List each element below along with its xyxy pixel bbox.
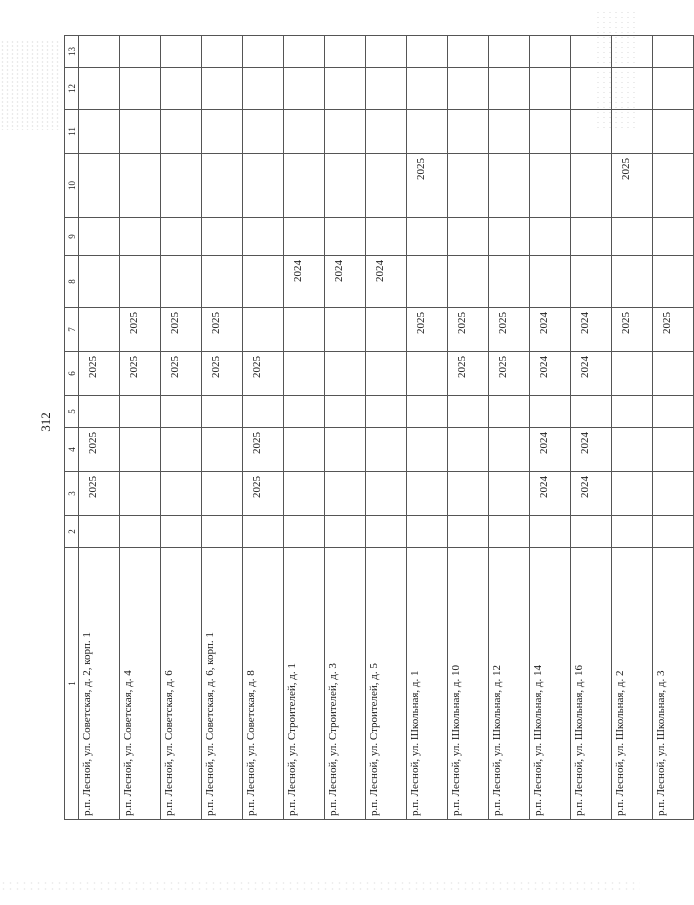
year-cell bbox=[284, 516, 325, 548]
table-row bbox=[612, 36, 653, 820]
table-row bbox=[530, 36, 571, 820]
address-cell: р.п. Лесной, ул. Школьная, д. 2 bbox=[612, 548, 653, 820]
column-header: 12 bbox=[65, 68, 79, 110]
year-cell bbox=[79, 516, 120, 548]
year-cell bbox=[530, 36, 571, 68]
year-cell bbox=[448, 516, 489, 548]
table-row bbox=[571, 36, 612, 820]
year-cell bbox=[202, 396, 243, 428]
year-cell bbox=[284, 308, 325, 352]
year-cell: 2025 bbox=[243, 472, 284, 516]
year-cell: 2025 bbox=[653, 308, 694, 352]
column-header: 9 bbox=[65, 218, 79, 256]
year-cell bbox=[653, 68, 694, 110]
year-cell bbox=[202, 154, 243, 218]
year-cell bbox=[612, 396, 653, 428]
year-cell bbox=[571, 154, 612, 218]
year-cell bbox=[325, 472, 366, 516]
year-cell bbox=[79, 396, 120, 428]
year-cell: 2025 bbox=[161, 308, 202, 352]
year-cell bbox=[243, 154, 284, 218]
year-cell bbox=[120, 68, 161, 110]
year-cell bbox=[612, 352, 653, 396]
year-cell bbox=[284, 396, 325, 428]
year-cell bbox=[243, 36, 284, 68]
year-cell bbox=[325, 396, 366, 428]
year-cell: 2025 bbox=[407, 154, 448, 218]
year-cell bbox=[653, 110, 694, 154]
year-cell bbox=[120, 428, 161, 472]
year-cell bbox=[366, 154, 407, 218]
year-cell bbox=[325, 36, 366, 68]
year-cell bbox=[79, 110, 120, 154]
year-cell bbox=[489, 218, 530, 256]
year-cell bbox=[448, 256, 489, 308]
year-cell bbox=[407, 472, 448, 516]
page-number: 312 bbox=[38, 412, 53, 432]
year-cell: 2025 bbox=[489, 308, 530, 352]
year-cell bbox=[284, 428, 325, 472]
year-cell bbox=[202, 472, 243, 516]
year-cell bbox=[530, 218, 571, 256]
year-cell bbox=[284, 472, 325, 516]
year-cell bbox=[366, 428, 407, 472]
year-cell bbox=[79, 68, 120, 110]
year-cell bbox=[120, 396, 161, 428]
year-cell bbox=[120, 36, 161, 68]
column-header: 6 bbox=[65, 352, 79, 396]
year-cell bbox=[161, 154, 202, 218]
year-cell bbox=[653, 256, 694, 308]
year-cell bbox=[530, 396, 571, 428]
year-cell bbox=[530, 516, 571, 548]
year-cell bbox=[448, 396, 489, 428]
year-cell bbox=[243, 110, 284, 154]
column-header: 3 bbox=[65, 472, 79, 516]
year-cell bbox=[284, 110, 325, 154]
year-cell bbox=[653, 36, 694, 68]
year-cell bbox=[653, 396, 694, 428]
year-cell bbox=[161, 36, 202, 68]
year-cell bbox=[243, 516, 284, 548]
column-header: 10 bbox=[65, 154, 79, 218]
year-cell bbox=[366, 68, 407, 110]
year-cell bbox=[366, 516, 407, 548]
year-cell bbox=[202, 516, 243, 548]
year-cell bbox=[325, 428, 366, 472]
year-cell bbox=[120, 154, 161, 218]
column-header: 4 bbox=[65, 428, 79, 472]
year-cell bbox=[243, 396, 284, 428]
year-cell bbox=[161, 68, 202, 110]
address-cell: р.п. Лесной, ул. Школьная, д. 1 bbox=[407, 548, 448, 820]
address-cell: р.п. Лесной, ул. Строителей, д. 1 bbox=[284, 548, 325, 820]
year-cell: 2024 bbox=[571, 472, 612, 516]
year-cell bbox=[653, 428, 694, 472]
year-cell bbox=[530, 110, 571, 154]
year-cell: 2025 bbox=[243, 352, 284, 396]
year-cell bbox=[448, 154, 489, 218]
year-cell bbox=[489, 154, 530, 218]
year-cell bbox=[448, 218, 489, 256]
year-cell bbox=[243, 256, 284, 308]
year-cell bbox=[653, 352, 694, 396]
year-cell bbox=[161, 396, 202, 428]
year-cell bbox=[161, 516, 202, 548]
year-cell bbox=[448, 110, 489, 154]
address-cell: р.п. Лесной, ул. Строителей, д. 5 bbox=[366, 548, 407, 820]
address-cell: р.п. Лесной, ул. Школьная, д. 16 bbox=[571, 548, 612, 820]
address-cell: р.п. Лесной, ул. Школьная, д. 12 bbox=[489, 548, 530, 820]
year-cell bbox=[489, 36, 530, 68]
year-cell bbox=[448, 472, 489, 516]
year-cell: 2024 bbox=[284, 256, 325, 308]
header-row bbox=[65, 36, 79, 820]
year-cell: 2025 bbox=[161, 352, 202, 396]
year-cell bbox=[366, 36, 407, 68]
year-cell bbox=[366, 110, 407, 154]
year-cell bbox=[612, 218, 653, 256]
year-cell bbox=[325, 352, 366, 396]
year-cell bbox=[79, 154, 120, 218]
table-row bbox=[202, 36, 243, 820]
year-cell bbox=[653, 472, 694, 516]
year-cell bbox=[284, 154, 325, 218]
year-cell bbox=[653, 218, 694, 256]
address-cell: р.п. Лесной, ул. Советская, д. 6, корп. 1 bbox=[202, 548, 243, 820]
year-cell bbox=[448, 68, 489, 110]
year-cell bbox=[120, 516, 161, 548]
year-cell bbox=[653, 516, 694, 548]
year-cell bbox=[571, 68, 612, 110]
year-cell bbox=[571, 110, 612, 154]
year-cell bbox=[489, 472, 530, 516]
year-cell: 2024 bbox=[325, 256, 366, 308]
year-cell bbox=[202, 218, 243, 256]
year-cell bbox=[325, 218, 366, 256]
address-cell: р.п. Лесной, ул. Школьная, д. 14 bbox=[530, 548, 571, 820]
year-cell bbox=[612, 36, 653, 68]
year-cell bbox=[202, 68, 243, 110]
year-cell bbox=[366, 352, 407, 396]
year-cell bbox=[202, 256, 243, 308]
year-cell bbox=[79, 36, 120, 68]
data-table bbox=[64, 35, 694, 820]
year-cell bbox=[79, 308, 120, 352]
table-row bbox=[243, 36, 284, 820]
year-cell bbox=[325, 68, 366, 110]
year-cell: 2025 bbox=[448, 308, 489, 352]
year-cell: 2025 bbox=[79, 352, 120, 396]
year-cell bbox=[161, 256, 202, 308]
year-cell bbox=[161, 472, 202, 516]
column-header: 13 bbox=[65, 36, 79, 68]
table-row bbox=[79, 36, 120, 820]
address-cell: р.п. Лесной, ул. Советская, д. 2, корп. 1 bbox=[79, 548, 120, 820]
year-cell bbox=[243, 68, 284, 110]
year-cell bbox=[79, 256, 120, 308]
year-cell bbox=[448, 36, 489, 68]
table-row bbox=[161, 36, 202, 820]
year-cell bbox=[284, 36, 325, 68]
year-cell bbox=[120, 472, 161, 516]
year-cell bbox=[571, 396, 612, 428]
year-cell: 2024 bbox=[571, 352, 612, 396]
year-cell bbox=[489, 428, 530, 472]
scan-noise bbox=[0, 880, 640, 892]
year-cell: 2025 bbox=[407, 308, 448, 352]
year-cell bbox=[202, 428, 243, 472]
column-header: 8 bbox=[65, 256, 79, 308]
year-cell bbox=[653, 154, 694, 218]
table-container bbox=[64, 36, 673, 820]
year-cell: 2024 bbox=[530, 472, 571, 516]
year-cell bbox=[120, 256, 161, 308]
year-cell bbox=[243, 218, 284, 256]
year-cell bbox=[612, 68, 653, 110]
year-cell bbox=[407, 68, 448, 110]
year-cell bbox=[571, 256, 612, 308]
year-cell bbox=[202, 36, 243, 68]
rotated-table-frame bbox=[64, 36, 673, 820]
year-cell bbox=[325, 110, 366, 154]
year-cell: 2024 bbox=[530, 428, 571, 472]
year-cell bbox=[448, 428, 489, 472]
year-cell bbox=[530, 68, 571, 110]
year-cell bbox=[489, 110, 530, 154]
year-cell bbox=[284, 68, 325, 110]
address-cell: р.п. Лесной, ул. Строителей, д. 3 bbox=[325, 548, 366, 820]
year-cell: 2025 bbox=[612, 154, 653, 218]
table-row bbox=[489, 36, 530, 820]
year-cell bbox=[612, 110, 653, 154]
year-cell bbox=[612, 256, 653, 308]
year-cell bbox=[489, 256, 530, 308]
year-cell bbox=[489, 516, 530, 548]
year-cell bbox=[366, 218, 407, 256]
year-cell bbox=[612, 428, 653, 472]
year-cell bbox=[161, 218, 202, 256]
year-cell bbox=[325, 308, 366, 352]
year-cell: 2025 bbox=[79, 428, 120, 472]
year-cell: 2024 bbox=[571, 428, 612, 472]
year-cell bbox=[366, 472, 407, 516]
year-cell: 2025 bbox=[202, 308, 243, 352]
year-cell: 2025 bbox=[79, 472, 120, 516]
year-cell: 2025 bbox=[120, 352, 161, 396]
table-row bbox=[325, 36, 366, 820]
year-cell bbox=[489, 68, 530, 110]
year-cell bbox=[489, 396, 530, 428]
year-cell bbox=[243, 308, 284, 352]
table-row bbox=[407, 36, 448, 820]
year-cell bbox=[571, 516, 612, 548]
year-cell bbox=[284, 218, 325, 256]
year-cell bbox=[407, 352, 448, 396]
year-cell bbox=[120, 218, 161, 256]
year-cell: 2025 bbox=[120, 308, 161, 352]
table-row bbox=[653, 36, 694, 820]
year-cell: 2024 bbox=[530, 352, 571, 396]
table-row bbox=[448, 36, 489, 820]
address-cell: р.п. Лесной, ул. Советская, д. 4 bbox=[120, 548, 161, 820]
column-header: 11 bbox=[65, 110, 79, 154]
year-cell bbox=[407, 396, 448, 428]
year-cell: 2024 bbox=[571, 308, 612, 352]
year-cell bbox=[161, 428, 202, 472]
year-cell bbox=[366, 308, 407, 352]
year-cell: 2025 bbox=[243, 428, 284, 472]
year-cell bbox=[79, 218, 120, 256]
year-cell bbox=[407, 428, 448, 472]
address-cell: р.п. Лесной, ул. Советская, д. 8 bbox=[243, 548, 284, 820]
year-cell bbox=[120, 110, 161, 154]
year-cell bbox=[407, 36, 448, 68]
year-cell bbox=[407, 256, 448, 308]
year-cell: 2024 bbox=[530, 308, 571, 352]
table-row bbox=[366, 36, 407, 820]
year-cell: 2025 bbox=[448, 352, 489, 396]
year-cell bbox=[612, 472, 653, 516]
table-row bbox=[284, 36, 325, 820]
year-cell: 2025 bbox=[489, 352, 530, 396]
year-cell bbox=[571, 36, 612, 68]
year-cell: 2025 bbox=[202, 352, 243, 396]
year-cell bbox=[366, 396, 407, 428]
year-cell bbox=[612, 516, 653, 548]
column-header: 2 bbox=[65, 516, 79, 548]
year-cell bbox=[530, 154, 571, 218]
year-cell bbox=[202, 110, 243, 154]
year-cell bbox=[284, 352, 325, 396]
year-cell bbox=[407, 110, 448, 154]
column-header: 1 bbox=[65, 548, 79, 820]
year-cell bbox=[407, 218, 448, 256]
table-row bbox=[120, 36, 161, 820]
year-cell bbox=[407, 516, 448, 548]
year-cell bbox=[571, 218, 612, 256]
address-cell: р.п. Лесной, ул. Школьная, д. 3 bbox=[653, 548, 694, 820]
column-header: 7 bbox=[65, 308, 79, 352]
column-header: 5 bbox=[65, 396, 79, 428]
scan-noise bbox=[0, 40, 62, 130]
year-cell: 2024 bbox=[366, 256, 407, 308]
address-cell: р.п. Лесной, ул. Советская, д. 6 bbox=[161, 548, 202, 820]
year-cell bbox=[325, 516, 366, 548]
year-cell bbox=[325, 154, 366, 218]
year-cell: 2025 bbox=[612, 308, 653, 352]
year-cell bbox=[530, 256, 571, 308]
address-cell: р.п. Лесной, ул. Школьная, д. 10 bbox=[448, 548, 489, 820]
year-cell bbox=[161, 110, 202, 154]
